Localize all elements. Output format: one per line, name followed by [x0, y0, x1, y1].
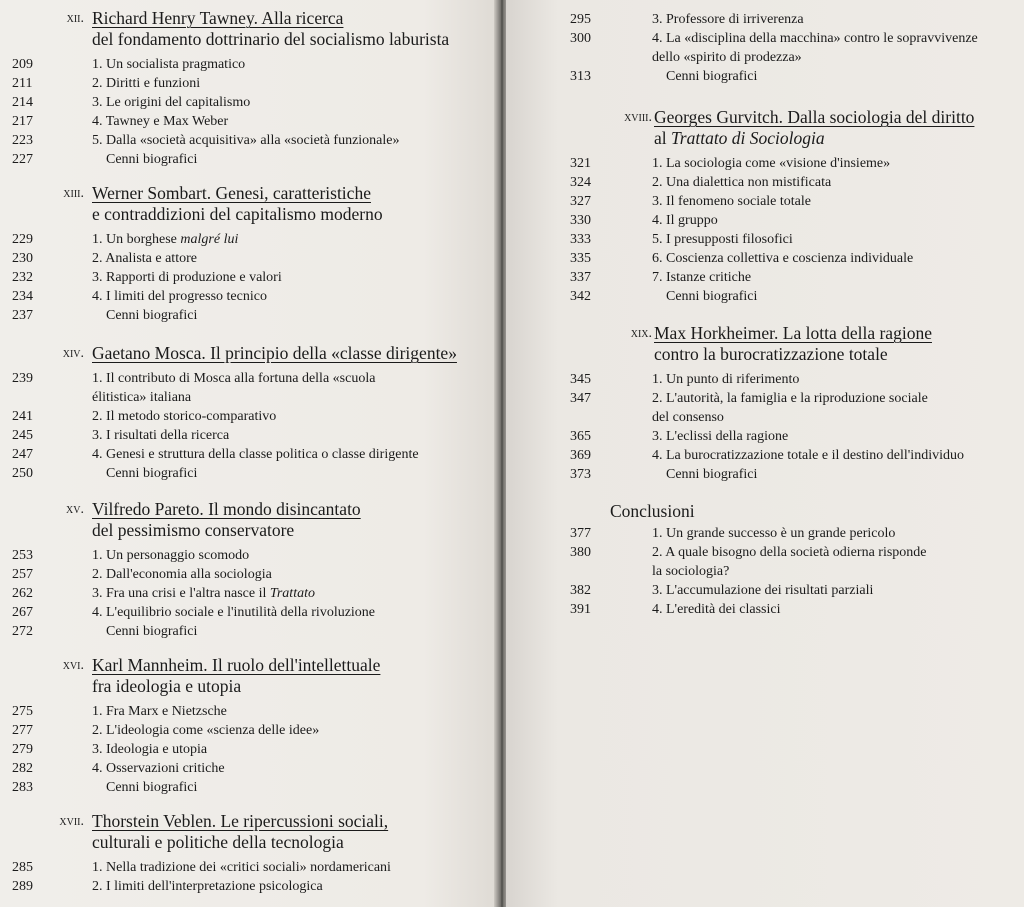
chapter-numeral: xiv.	[62, 346, 84, 361]
toc-entry-bio	[0, 778, 498, 797]
toc-entry	[506, 154, 1024, 173]
chapter-title-line: Conclusioni	[610, 501, 695, 521]
page-number: 232	[12, 270, 33, 285]
page-number: 347	[570, 391, 591, 406]
right-page	[506, 0, 1024, 907]
chapter-xiii	[0, 183, 498, 325]
page-number: 337	[570, 270, 591, 285]
page-number: 330	[570, 213, 591, 228]
toc-entry	[506, 543, 1024, 581]
page-number: 247	[12, 447, 33, 462]
toc-entry	[0, 445, 498, 464]
entry-text-continued: élitistica» italiana	[92, 390, 192, 405]
entry-text: 2. Diritti e funzioni	[92, 76, 201, 91]
toc-entry	[0, 230, 498, 249]
page-number: 241	[12, 409, 33, 424]
entry-text-continued: la sociologia?	[652, 564, 730, 579]
toc-entry	[506, 581, 1024, 600]
entry-text: 3. L'eclissi della ragione	[652, 429, 789, 444]
chapter-title-line: contro la burocratizzazione totale	[654, 344, 888, 364]
toc-entry	[0, 369, 498, 407]
entry-text: 2. Dall'economia alla sociologia	[92, 567, 272, 582]
toc-entry	[0, 287, 498, 306]
toc-entry	[0, 877, 498, 896]
entry-text: 3. Le origini del capitalismo	[92, 95, 251, 110]
page-number: 211	[12, 76, 33, 91]
page-number: 391	[570, 602, 591, 617]
chapter-xvii	[0, 811, 498, 896]
entry-text: Cenni biografici	[106, 624, 198, 639]
toc-entry	[0, 74, 498, 93]
page-number: 234	[12, 289, 33, 304]
chapter-title	[0, 811, 498, 853]
toc-entry-bio	[0, 464, 498, 483]
chapter-xii	[0, 8, 498, 169]
page-number: 237	[12, 308, 33, 323]
toc-entry	[0, 546, 498, 565]
chapter-conclusioni	[506, 501, 1024, 619]
toc-entry-bio	[0, 150, 498, 169]
entry-text-continued: del consenso	[652, 410, 724, 425]
entry-text: Cenni biografici	[106, 466, 198, 481]
entry-text: 2. Il metodo storico-comparativo	[92, 409, 277, 424]
page-number: 275	[12, 704, 33, 719]
entry-text: 4. Genesi e struttura della classe politica o classe dirigente	[92, 447, 419, 462]
page-number: 239	[12, 371, 33, 386]
toc-entry-bio	[0, 306, 498, 325]
chapter-title-line: fra ideologia e utopia	[92, 676, 242, 696]
toc-entry	[506, 211, 1024, 230]
chapter-title	[506, 501, 1024, 522]
entry-text: 3. Rapporti di produzione e valori	[92, 270, 282, 285]
toc-entry	[506, 389, 1024, 427]
chapter-numeral: xvi.	[62, 658, 84, 673]
toc-entry	[0, 93, 498, 112]
entry-text: 4. L'equilibrio sociale e l'inutilità della rivoluzione	[92, 605, 376, 620]
entry-text: 5. I presupposti filosofici	[652, 232, 793, 247]
entry-text: 2. L'autorità, la famiglia e la riproduzione sociale	[652, 391, 928, 406]
entry-text: 2. Una dialettica non mistificata	[652, 175, 832, 190]
entry-text: 5. Dalla «società acquisitiva» alla «società funzionale»	[92, 133, 400, 148]
toc-entry	[0, 131, 498, 150]
toc-entry	[0, 565, 498, 584]
toc-entry-bio	[506, 465, 1024, 484]
chapter-numeral: xviii.	[624, 110, 652, 125]
entry-text: Cenni biografici	[666, 289, 758, 304]
entry-text: 3. Professore di irriverenza	[652, 12, 804, 27]
toc-entry	[506, 230, 1024, 249]
toc-entry	[0, 702, 498, 721]
chapter-xvi	[0, 655, 498, 797]
toc-entry	[506, 192, 1024, 211]
entry-text: Cenni biografici	[666, 467, 758, 482]
chapter-xv	[0, 499, 498, 641]
page-number: 223	[12, 133, 33, 148]
page-number: 300	[570, 31, 591, 46]
entry-text: 3. I risultati della ricerca	[92, 428, 230, 443]
chapter-title-line: Richard Henry Tawney. Alla ricerca	[92, 8, 344, 28]
toc-entry	[506, 173, 1024, 192]
entry-text: 1. Nella tradizione dei «critici sociali» nordamericani	[92, 860, 391, 875]
toc-entry-bio	[0, 622, 498, 641]
chapter-xviii	[506, 107, 1024, 306]
page-number: 313	[570, 69, 591, 84]
toc-entry	[0, 55, 498, 74]
page-number: 279	[12, 742, 33, 757]
entry-text: 3. Fra una crisi e l'altra nasce il Trattato	[92, 586, 315, 601]
page-number: 295	[570, 12, 591, 27]
page-number: 365	[570, 429, 591, 444]
entry-text: 4. La «disciplina della macchina» contro le sopravvivenze	[652, 31, 978, 46]
entry-text: 2. I limiti dell'interpretazione psicologica	[92, 879, 323, 894]
chapter-title-line: Georges Gurvitch. Dalla sociologia del diritto	[654, 107, 975, 127]
chapter-numeral: xvii.	[59, 814, 84, 829]
entry-text: 4. I limiti del progresso tecnico	[92, 289, 267, 304]
toc-entry	[506, 29, 1024, 67]
page-number: 230	[12, 251, 33, 266]
entry-text: 6. Coscienza collettiva e coscienza individuale	[652, 251, 914, 266]
toc-entry	[0, 112, 498, 131]
page-number: 324	[570, 175, 591, 190]
chapter-title-line: Karl Mannheim. Il ruolo dell'intellettuale	[92, 655, 381, 675]
page-number: 373	[570, 467, 591, 482]
entry-text: 2. A quale bisogno della società odierna risponde	[652, 545, 927, 560]
chapter-title-line: del pessimismo conservatore	[92, 520, 295, 540]
page-number: 227	[12, 152, 33, 167]
entry-text: 7. Istanze critiche	[652, 270, 752, 285]
page-number: 257	[12, 567, 33, 582]
chapter-title-line: al Trattato di Sociologia	[654, 128, 825, 148]
page-number: 250	[12, 466, 33, 481]
toc-entry	[506, 524, 1024, 543]
page-number: 345	[570, 372, 591, 387]
entry-text: 1. Un socialista pragmatico	[92, 57, 246, 72]
chapter-title	[506, 107, 1024, 149]
page-number: 321	[570, 156, 591, 171]
page-number: 253	[12, 548, 33, 563]
entry-text: Cenni biografici	[666, 69, 758, 84]
toc-entry	[0, 603, 498, 622]
toc-entry	[0, 721, 498, 740]
page-number: 369	[570, 448, 591, 463]
entry-text: Cenni biografici	[106, 780, 198, 795]
page-number: 327	[570, 194, 591, 209]
chapter-title-line: Vilfredo Pareto. Il mondo disincantato	[92, 499, 361, 519]
page-number: 217	[12, 114, 33, 129]
entry-text-continued: dello «spirito di prodezza»	[652, 50, 802, 65]
page-number: 289	[12, 879, 33, 894]
chapter-title	[0, 343, 498, 364]
chapter-title	[0, 499, 498, 541]
chapter-title	[0, 8, 498, 50]
chapter-title	[0, 655, 498, 697]
page-number: 277	[12, 723, 33, 738]
page-number: 245	[12, 428, 33, 443]
toc-entry	[0, 249, 498, 268]
toc-entry	[506, 249, 1024, 268]
entry-text: 1. La sociologia come «visione d'insieme»	[652, 156, 891, 171]
chapter-title	[0, 183, 498, 225]
page-number: 209	[12, 57, 33, 72]
chapter-xvii-continued	[506, 10, 1024, 86]
page-number: 335	[570, 251, 591, 266]
entry-text: 3. L'accumulazione dei risultati parziali	[652, 583, 874, 598]
page-number: 262	[12, 586, 33, 601]
toc-entry	[0, 759, 498, 778]
toc-entry	[0, 426, 498, 445]
toc-entry	[506, 10, 1024, 29]
entry-text: 4. L'eredità dei classici	[652, 602, 781, 617]
chapter-numeral: xiii.	[63, 186, 84, 201]
toc-entry-bio	[506, 67, 1024, 86]
chapter-xix	[506, 323, 1024, 484]
entry-text: 4. La burocratizzazione totale e il destino dell'individuo	[652, 448, 964, 463]
entry-text: 1. Un borghese malgré lui	[92, 232, 239, 247]
page-number: 342	[570, 289, 591, 304]
page-number: 272	[12, 624, 33, 639]
entry-text: 4. Osservazioni critiche	[92, 761, 225, 776]
toc-entry	[0, 407, 498, 426]
entry-text: Cenni biografici	[106, 152, 198, 167]
toc-entry-bio	[506, 287, 1024, 306]
toc-entry	[0, 268, 498, 287]
left-page	[0, 0, 498, 907]
chapter-title-line: culturali e politiche della tecnologia	[92, 832, 344, 852]
entry-text: 2. L'ideologia come «scienza delle idee»	[92, 723, 320, 738]
chapter-numeral: xv.	[66, 502, 84, 517]
page-number: 285	[12, 860, 33, 875]
entry-text: 3. Ideologia e utopia	[92, 742, 208, 757]
entry-text: 1. Un grande successo è un grande pericolo	[652, 526, 896, 541]
toc-entry	[506, 370, 1024, 389]
toc-entry	[506, 427, 1024, 446]
toc-entry	[0, 740, 498, 759]
chapter-numeral: xii.	[66, 11, 84, 26]
toc-entry	[0, 858, 498, 877]
entry-text: 1. Il contributo di Mosca alla fortuna della «scuola	[92, 371, 376, 386]
entry-text: 2. Analista e attore	[92, 251, 197, 266]
page-number: 283	[12, 780, 33, 795]
toc-entry	[506, 600, 1024, 619]
entry-text: Cenni biografici	[106, 308, 198, 323]
entry-text: 4. Tawney e Max Weber	[92, 114, 229, 129]
page-number: 380	[570, 545, 591, 560]
chapter-title	[506, 323, 1024, 365]
entry-text: 3. Il fenomeno sociale totale	[652, 194, 811, 209]
entry-text: 4. Il gruppo	[652, 213, 718, 228]
page-number: 267	[12, 605, 33, 620]
page-number: 282	[12, 761, 33, 776]
entry-text: 1. Fra Marx e Nietzsche	[92, 704, 227, 719]
page-number: 377	[570, 526, 591, 541]
page-number: 333	[570, 232, 591, 247]
page-number: 214	[12, 95, 33, 110]
entry-text: 1. Un punto di riferimento	[652, 372, 800, 387]
chapter-title-line: Gaetano Mosca. Il principio della «classe dirigente»	[92, 343, 457, 363]
toc-entry	[506, 446, 1024, 465]
toc-entry	[506, 268, 1024, 287]
chapter-title-line: Thorstein Veblen. Le ripercussioni sociali,	[92, 811, 389, 831]
chapter-title-line: Max Horkheimer. La lotta della ragione	[654, 323, 932, 343]
chapter-title-line: Werner Sombart. Genesi, caratteristiche	[92, 183, 371, 203]
chapter-title-line: e contraddizioni del capitalismo moderno	[92, 204, 383, 224]
toc-entry	[0, 584, 498, 603]
chapter-title-line: del fondamento dottrinario del socialismo laburista	[92, 29, 450, 49]
chapter-numeral: xix.	[630, 326, 652, 341]
chapter-xiv	[0, 343, 498, 483]
entry-text: 1. Un personaggio scomodo	[92, 548, 250, 563]
page-number: 229	[12, 232, 33, 247]
page-number: 382	[570, 583, 591, 598]
